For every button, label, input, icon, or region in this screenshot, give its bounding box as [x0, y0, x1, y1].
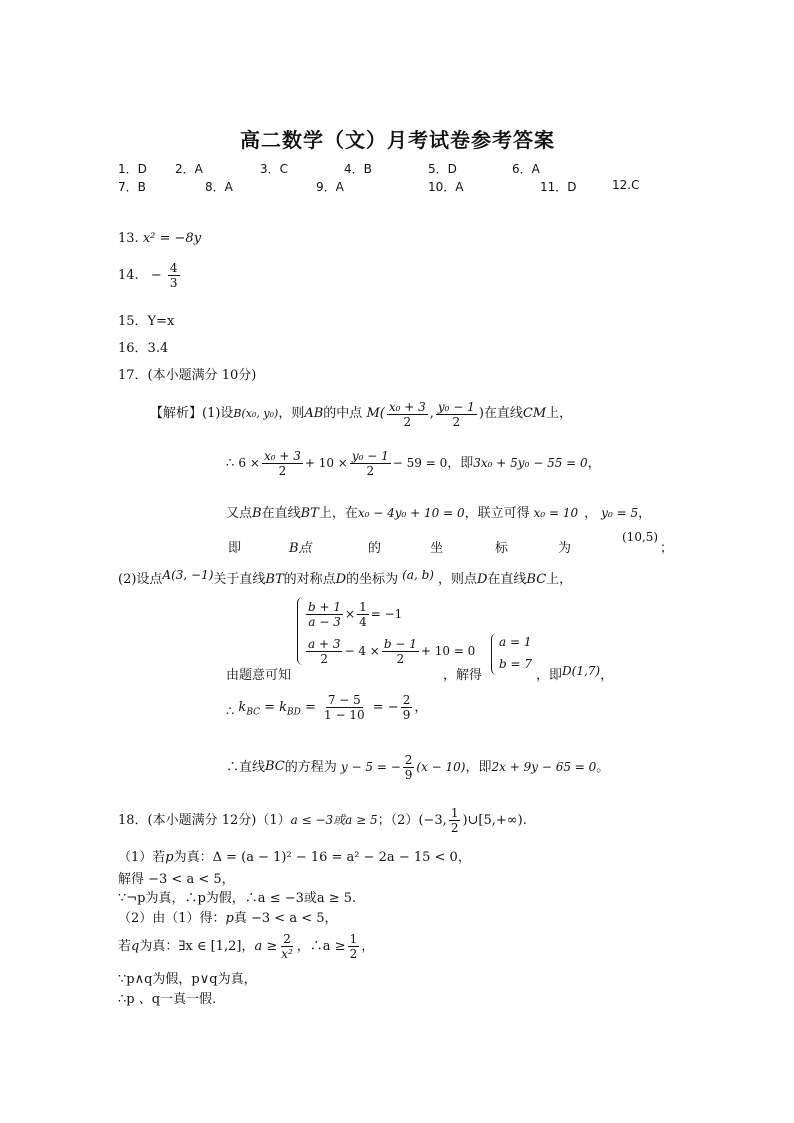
formula: (−3, — [418, 813, 447, 828]
fraction-denominator: 9 — [404, 768, 413, 782]
text: 即 — [228, 541, 242, 556]
q17-line-6-prefix: 由题意可知 — [226, 668, 292, 683]
formula: (10,5) — [622, 530, 659, 544]
formula: BC — [265, 759, 285, 774]
q18-line-5 — [118, 930, 374, 964]
formula: − 59 = 0 — [392, 456, 448, 470]
answer-item: 3．C — [260, 162, 289, 176]
text: 在直线 — [487, 572, 527, 587]
formula: BC — [526, 572, 547, 587]
formula: 2x + 9y − 65 = 0 — [491, 760, 597, 774]
solution-a: a = 1 — [499, 635, 532, 649]
text: 若 — [118, 939, 132, 954]
q18-line-3: ∵¬p为真，∴p为假，∴a ≤ −3或a ≥ 5. — [118, 891, 357, 906]
text: ， — [587, 456, 601, 471]
fraction-denominator: 2 — [403, 415, 412, 429]
text: ，即 — [447, 456, 474, 471]
text: 上， — [546, 572, 573, 587]
formula: 3x₀ + 5y₀ − 55 = 0 — [473, 456, 588, 470]
text: ， — [584, 506, 598, 521]
text: 标 — [495, 541, 509, 556]
text: 的 — [368, 541, 382, 556]
text: （1）若 — [118, 850, 166, 865]
formula: (a, b) — [402, 568, 434, 582]
answer-15: 15．Y=x — [118, 314, 175, 329]
fraction-numerator: y₀ − 1 — [437, 400, 475, 414]
fraction-denominator: 4 — [359, 615, 367, 629]
fraction-numerator: 7 − 5 — [327, 693, 361, 707]
formula: BT — [265, 572, 284, 587]
answer-item: 6．A — [512, 162, 540, 176]
text: ；（2） — [377, 813, 419, 828]
solution-b: b = 7 — [499, 657, 532, 671]
formula: x₀ = 10 — [533, 506, 579, 520]
fraction-numerator: 1 — [450, 806, 459, 820]
fraction-numerator: 2 — [404, 753, 413, 767]
formula: = k — [259, 700, 288, 715]
text: ，即 — [536, 668, 563, 683]
formula: 为真：∃x ∈ [1,2]， — [139, 939, 255, 954]
text: ∴直线 — [226, 760, 266, 775]
text: 的对称点 — [283, 572, 336, 587]
fraction-numerator: 4 — [169, 261, 178, 275]
formula: k — [238, 700, 247, 715]
fraction-numerator: x₀ + 3 — [263, 449, 301, 463]
formula: x₀ − 4y₀ + 10 = 0 — [357, 506, 465, 520]
text: ，则 — [278, 406, 305, 421]
fraction-numerator: a + 3 — [308, 637, 341, 651]
fraction-denominator: 2 — [452, 415, 461, 429]
fraction-numerator: 2 — [402, 693, 411, 707]
text: B点 — [289, 541, 312, 556]
formula: − 4 × — [344, 644, 380, 658]
formula: (x − 10) — [416, 760, 466, 774]
formula: D — [335, 572, 347, 587]
formula: p — [225, 911, 234, 926]
subscript: BD — [287, 707, 301, 718]
text: 。 — [596, 760, 610, 775]
fraction-denominator: 2 — [320, 652, 329, 666]
fraction-numerator: b − 1 — [383, 637, 417, 651]
fraction-denominator: 2 — [396, 652, 405, 666]
answer-item: 1．D — [118, 162, 147, 176]
q17-line-5 — [118, 568, 572, 587]
fraction-numerator: 1 — [359, 600, 367, 614]
formula: AB — [304, 406, 324, 421]
answer-13 — [118, 231, 201, 246]
text: ，联立可得 — [464, 506, 530, 521]
formula: x² = −8y — [142, 231, 202, 246]
text: 【解析】(1)设 — [150, 406, 234, 421]
q17-line-6-solve: ，解得 — [443, 668, 483, 683]
text: 的中点 — [323, 406, 363, 421]
q18-line-7: ∴p 、q一真一假. — [118, 992, 217, 1007]
answer-item: 12.C — [612, 178, 640, 192]
formula: A(3, −1) — [162, 568, 214, 582]
formula: CM — [522, 406, 547, 421]
answer-item: 7．B — [118, 180, 146, 194]
text: ； — [660, 541, 674, 556]
text: ， — [361, 939, 375, 954]
text: )在直线 — [478, 406, 523, 421]
formula: BT — [300, 506, 319, 521]
q17-line-8 — [226, 752, 609, 783]
system-equation-1 — [304, 600, 402, 629]
text: 又点 — [226, 506, 253, 521]
fraction-denominator: 9 — [402, 708, 411, 722]
text: 在直线 — [261, 506, 301, 521]
fraction-denominator: a − 3 — [308, 615, 341, 629]
text: 的坐标为 — [346, 572, 399, 587]
formula: + 10 × — [304, 456, 348, 470]
subscript: BC — [246, 707, 260, 718]
fraction-denominator: 2 — [278, 464, 287, 478]
formula: )∪[5,+∞) — [462, 813, 523, 828]
formula: = — [300, 700, 321, 715]
answer-item: 9．A — [316, 180, 344, 194]
formula: q — [131, 939, 140, 954]
fraction-denominator: 2 — [366, 464, 375, 478]
therefore-symbol: ∴ — [226, 456, 235, 471]
q18-line-1 — [118, 846, 471, 865]
text: ， — [414, 700, 428, 715]
q18-line-2: 解得 −3 < a < 5， — [118, 872, 235, 887]
answer-item: 4．B — [344, 162, 372, 176]
formula: 为真：Δ = (a − 1)² − 16 = a² − 2a − 15 < 0， — [173, 850, 471, 865]
formula: p — [165, 850, 174, 865]
fraction-denominator: 2 — [450, 821, 459, 835]
text: 关于直线 — [213, 572, 266, 587]
formula: B — [252, 506, 262, 521]
formula: 6 × — [238, 456, 260, 470]
formula: y₀ = 5 — [601, 506, 639, 520]
fraction-denominator: 2 — [349, 947, 358, 961]
fraction-numerator: 2 — [283, 932, 291, 946]
text: (2)设点 — [118, 572, 163, 587]
q18-line-4 — [118, 907, 338, 926]
formula: a ≥ — [254, 939, 278, 954]
text: 上，在 — [318, 506, 358, 521]
formula: a ≤ −3或a ≥ 5 — [290, 813, 378, 827]
fraction-numerator: x₀ + 3 — [388, 400, 426, 414]
question-17-header: 17．(本小题满分 10分) — [118, 368, 257, 383]
text: 的方程为 — [284, 760, 337, 775]
text: ，则点 — [437, 572, 477, 587]
formula: = −1 — [370, 607, 403, 621]
text: ， — [638, 506, 652, 521]
q18-line-6: ∵p∧q为假，p∨q为真， — [118, 972, 257, 987]
fraction-numerator: 1 — [349, 932, 358, 946]
text: （2）由（1）得： — [118, 911, 226, 926]
formula: B(x₀, y₀) — [233, 407, 279, 420]
answer-item: 2．A — [175, 162, 203, 176]
formula: = − — [368, 700, 399, 715]
formula: y − 5 = − — [340, 760, 401, 774]
text: ，即 — [465, 760, 492, 775]
formula: D(1,7) — [562, 664, 601, 678]
q17-line-1: 【解析】(1)设$^{B(x_0, y_0)}$，则AB的中点 M( $\frac{\text{x₀ + 3}}{2}$ , $\frac{\text{y₀ − 1}}{2}$ )在直线CM上， — [150, 400, 573, 429]
q17-line-3 — [226, 502, 651, 521]
fraction-denominator: 3 — [169, 276, 178, 290]
fraction-numerator: y₀ − 1 — [351, 449, 389, 463]
system-equation-2 — [304, 637, 475, 666]
text: 为 — [558, 541, 572, 556]
answer-item: 10．A — [428, 180, 464, 194]
answer-item: 5．D — [428, 162, 457, 176]
text: ， — [600, 668, 614, 683]
therefore-symbol: ∴ — [226, 704, 235, 720]
fraction-numerator: b + 1 — [308, 600, 341, 614]
answer-item: 8．A — [205, 180, 233, 194]
fraction-denominator: 1 − 10 — [324, 708, 365, 722]
minus-sign: − — [150, 268, 162, 283]
text: 18．(本小题满分 12分)（1） — [118, 813, 291, 828]
formula: D — [476, 572, 488, 587]
question-number: 14. — [118, 268, 139, 283]
question-number: 13. — [118, 231, 139, 246]
formula: ，∴a ≥ — [296, 939, 346, 954]
text: 上， — [546, 406, 573, 421]
fraction-denominator: x² — [281, 947, 293, 961]
page-title: 高二数学（文）月考试卷参考答案 — [240, 128, 555, 152]
q17-line-2 — [226, 448, 601, 479]
text: . — [522, 813, 527, 828]
text: 坐 — [430, 541, 444, 556]
q17-line-7 — [226, 692, 427, 729]
formula: M( — [366, 406, 385, 421]
q17-line-6-end — [536, 664, 613, 683]
formula: 真 −3 < a < 5， — [233, 911, 338, 926]
question-18-header — [118, 802, 527, 839]
formula: × — [345, 607, 356, 621]
answer-item: 11．D — [540, 180, 577, 194]
answer-16: 16．3.4 — [118, 341, 169, 356]
answer-14 — [118, 261, 182, 290]
formula: + 10 = 0 — [420, 644, 476, 658]
